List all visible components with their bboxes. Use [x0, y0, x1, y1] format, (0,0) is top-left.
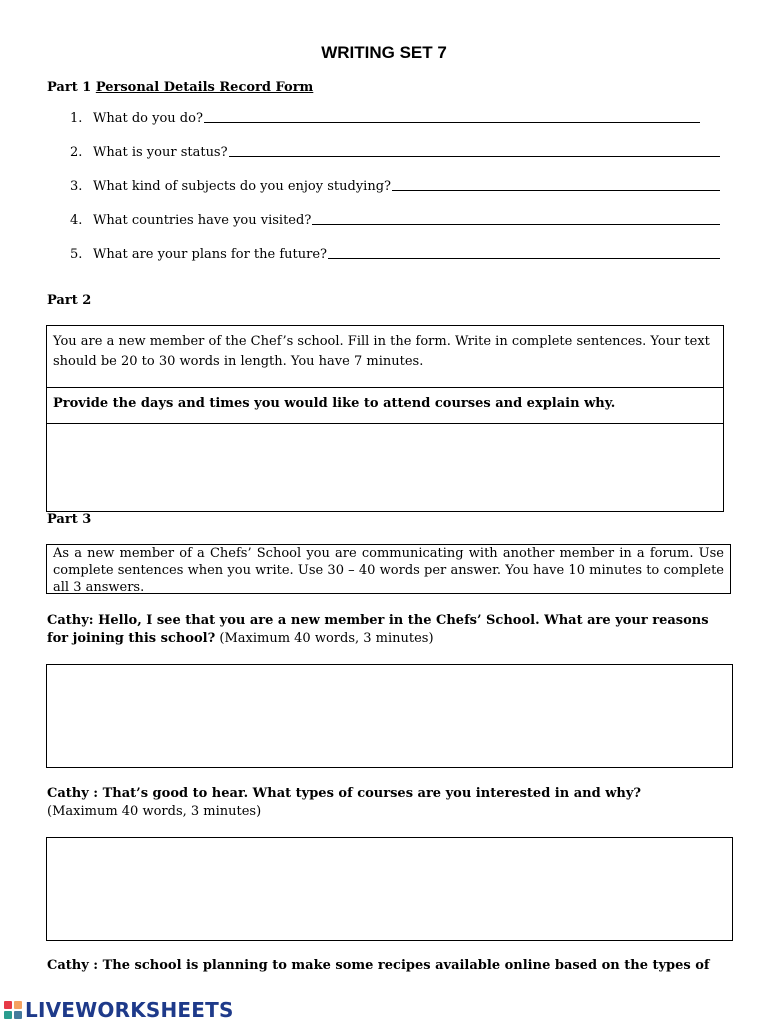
question-text: What countries have you visited?: [93, 213, 312, 228]
liveworksheets-logo-icon: [4, 1001, 22, 1019]
answer-box-1[interactable]: [46, 664, 733, 768]
question-number: 3.: [70, 179, 83, 194]
part2-label: Part 2: [47, 293, 92, 308]
answer-box-2[interactable]: [46, 837, 733, 941]
question-number: 5.: [70, 247, 83, 262]
part3-instructions: As a new member of a Chefs’ School you are communicating with another member in a forum. Use complete sentences when you write. Use 30 – 40 words per answer. You have 10 minutes to complete all 3 answers.: [46, 544, 731, 594]
logo-text: LIVEWORKSHEETS: [25, 998, 234, 1022]
page-title: WRITING SET 7: [321, 43, 447, 62]
question-text: What are your plans for the future?: [93, 247, 327, 262]
answer-line-3[interactable]: [392, 179, 720, 191]
answer-line-5[interactable]: [328, 247, 720, 259]
question-4: [70, 213, 720, 228]
question-number: 1.: [70, 111, 83, 126]
prompt-1: [47, 612, 727, 648]
prompt-2-question: Cathy : That’s good to hear. What types of courses are you interested in and why?: [47, 786, 642, 801]
question-number: 2.: [70, 145, 83, 160]
part1-label: Part 1: [47, 80, 92, 95]
prompt-3-question: Cathy : The school is planning to make some recipes available online based on the types of: [47, 958, 710, 973]
prompt-2: [47, 785, 727, 821]
part2-form: [46, 325, 724, 512]
question-3: [70, 179, 720, 194]
part2-answer-box[interactable]: [47, 424, 723, 519]
question-2: [70, 145, 720, 160]
answer-line-1[interactable]: [204, 111, 700, 123]
answer-line-4[interactable]: [312, 213, 720, 225]
liveworksheets-logo: [4, 998, 234, 1022]
question-text: What do you do?: [93, 111, 203, 126]
question-1: [70, 111, 720, 126]
prompt-1-question: Cathy: Hello, I see that you are a new member in the Chefs’ School. What are your reasons for joining this school?: [47, 613, 709, 646]
question-text: What is your status?: [93, 145, 228, 160]
part1-heading: [47, 80, 313, 95]
question-number: 4.: [70, 213, 83, 228]
form-name: Personal Details Record Form: [95, 80, 314, 95]
prompt-3: [47, 957, 727, 975]
part3-label: Part 3: [47, 512, 92, 527]
question-5: [70, 247, 720, 262]
answer-line-2[interactable]: [229, 145, 720, 157]
part2-instructions: You are a new member of the Chef’s school. Fill in the form. Write in complete sentences. Your text should be 20 to 30 words in length. You have 7 minutes.: [47, 326, 723, 388]
prompt-2-limit: (Maximum 40 words, 3 minutes): [47, 804, 262, 819]
question-text: What kind of subjects do you enjoy studying?: [93, 179, 391, 194]
prompt-1-limit: (Maximum 40 words, 3 minutes): [215, 631, 434, 646]
part2-task: Provide the days and times you would like to attend courses and explain why.: [47, 388, 723, 424]
